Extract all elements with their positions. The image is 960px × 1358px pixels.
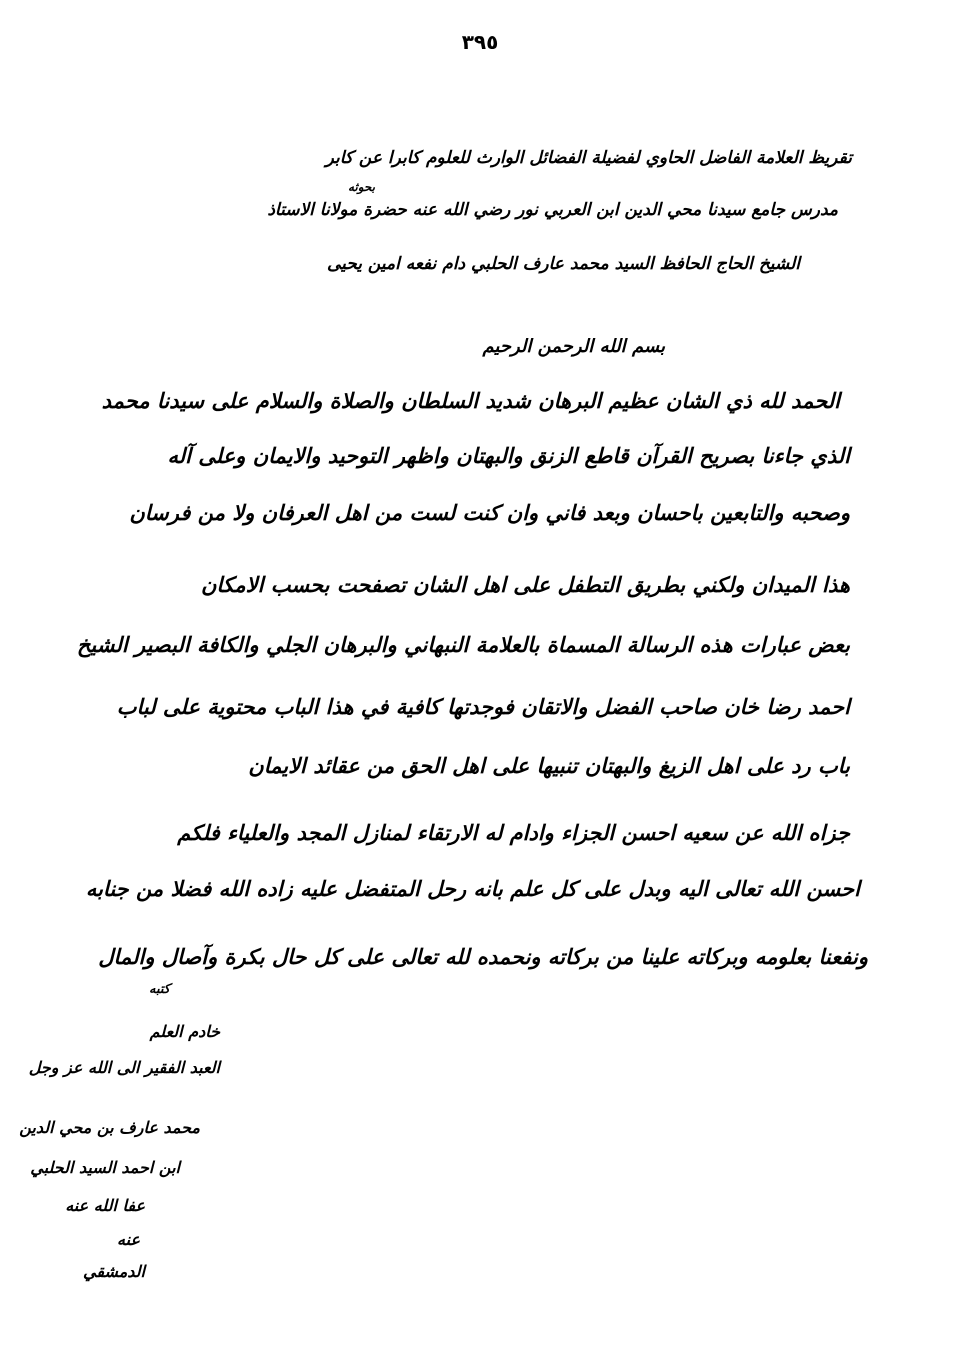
header-line: بحوثه [347, 180, 375, 194]
signature-line: الدمشقي [83, 1262, 145, 1281]
signature-line: عفا الله عنه [65, 1196, 145, 1215]
signature-line: عنه [117, 1230, 140, 1249]
header-line: مدرس جامع سيدنا محي الدين ابن العربي نور رضي الله عنه حضرة مولانا الاستاذ [267, 200, 838, 220]
header-line: الشيخ الحاج الحافظ السيد محمد عارف الحلبي دام نفعه امين يحيى [327, 254, 800, 274]
body-line: الذي جاءنا بصريح القرآن قاطع الزنق والبهتان واظهر التوحيد والايمان وعلى آله [167, 443, 850, 468]
body-line: هذا الميدان ولكني بطريق التطفل على اهل الشان تصفحت بحسب الامكان [200, 572, 850, 597]
body-line: جزاه الله عن سعيه احسن الجزاء وادام له الارتقاء لمنازل المجد والعلياء فلكم [177, 820, 850, 845]
body-line: بعض عبارات هذه الرسالة المسماة بالعلامة النبهاني والبرهان الجلي والكافة البصير الشيخ [76, 632, 850, 657]
basmala: بسم الله الرحمن الرحيم [482, 336, 665, 357]
signature-line: كتبه [148, 982, 170, 997]
signature-line: ابن احمد السيد الحلبي [30, 1158, 180, 1177]
signature-line: محمد عارف بن محي الدين [19, 1118, 200, 1137]
signature-line: العبد الفقير الى الله عز وجل [28, 1058, 220, 1077]
body-line: الحمد لله ذي الشان عظيم البرهان شديد السلطان والصلاة والسلام على سيدنا محمد [101, 388, 840, 413]
body-line: وصحبه والتابعين باحسان وبعد فاني وان كنت لست من اهل العرفان ولا من فرسان [129, 500, 850, 525]
page-number: ٣٩٥ [461, 30, 499, 54]
header-line: تقريظ العلامة الفاضل الحاوي لفضيلة الفضائل الوارث للعلوم كابرا عن كابر [325, 148, 852, 168]
body-line: ونفعنا بعلومه وبركاته علينا من بركاته ونحمده لله تعالى على كل حال بكرة وآصال والمال [98, 944, 868, 969]
body-line: احمد رضا خان صاحب الفضل والاتقان فوجدتها كافية في هذا الباب محتوية على لباب [116, 694, 850, 719]
body-line: احسن الله تعالى اليه وبدل على كل علم بانه رحل المتفضل عليه زاده الله فضلا من جنابه [85, 876, 860, 901]
body-line: باب رد على اهل الزيغ والبهتان تنبيها على اهل الحق من عقائد الايمان [248, 753, 850, 778]
signature-line: خادم العلم [149, 1022, 220, 1041]
